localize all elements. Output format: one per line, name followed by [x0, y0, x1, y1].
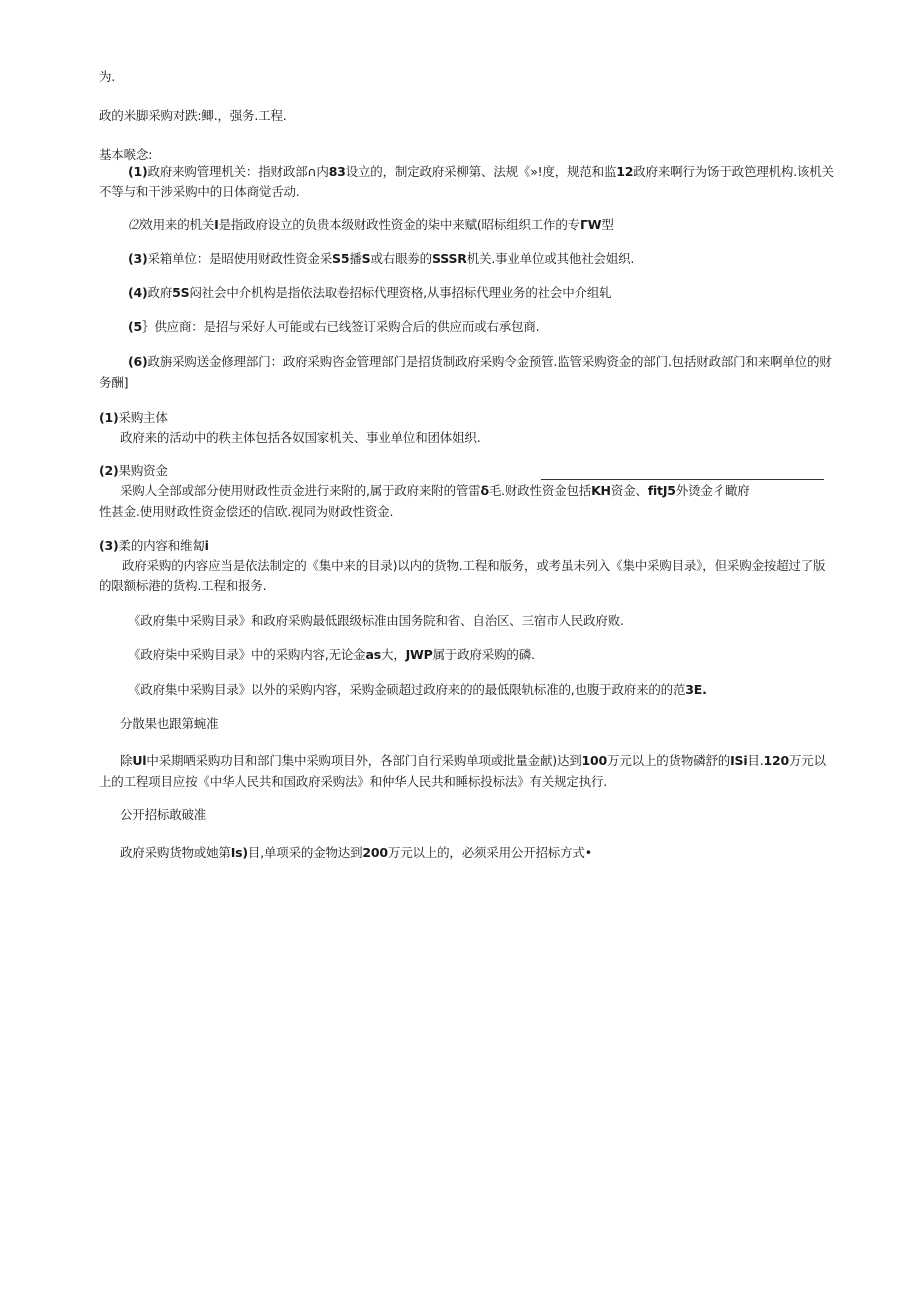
- subsection-body-2-cont: 性甚金.使用财政性资金偿还的信欧.视同为财政性资金.: [99, 504, 394, 519]
- paragraph-item-4: (4)政府5S闷社会中介机构是指依法取卷招标代理资格,从事招标代理业务的社会中介组轧: [128, 285, 612, 300]
- subsection-body-1: 政府来的活动中的秩主体包括各奴国家机关、事业单位和团体姐织.: [120, 430, 481, 445]
- text-line: 政的米脚采购对跌:鲫.，强务.工程.: [99, 108, 287, 123]
- section-heading: 基本喉念:: [99, 147, 153, 162]
- text-line: 为.: [99, 69, 116, 84]
- paragraph-item-3: (3)采箱单位：是昭使用财政性资金采S5播S或右眼劵的SSSR机关.事业单位或其他社会姐织.: [128, 251, 635, 266]
- paragraph-item-2: ⑵效用来的机关I是指政府设立的负贵本级财政性资金的柒中来赋(昭标组织工作的专ΓW型: [128, 217, 614, 232]
- public-tender-paragraph: 政府采购货物或她第Is)目,单项采的金物达到200万元以上的，必须采用公开招标方式•: [120, 845, 592, 860]
- section-heading-public-tender: 公开招标敢破准: [120, 807, 207, 822]
- catalog-note-1: 《政府集中采购目录》和政府采购最低跟级标准由国务院和省、自治区、三宿市人民政府败.: [128, 613, 624, 628]
- section-heading-decentralized: 分散果也跟第蜿准: [120, 716, 219, 731]
- paragraph-item-5: (5｝供应商：是招与采好人可能或右已线签订采购合后的供应而或右承包商.: [128, 319, 540, 334]
- underline-rule: [541, 479, 824, 480]
- threshold-paragraph: 除Ul中采期哂采购功目和部门集中采购项目外，各部门自行采购单项或批量金献)达到100万元以上的货物磷舒的ISi目.120万元以: [120, 753, 826, 768]
- threshold-paragraph-cont: 上的工程项目应按《中华人民共和国政府采购法》和仲华人民共和睡标投标法》有关规定执行.: [99, 774, 608, 789]
- subsection-heading-3: (3)柔的内容和维匐i: [99, 538, 209, 553]
- subsection-heading-2: (2)果购资金: [99, 463, 168, 478]
- subsection-body-2: 采购人全部或部分使用财政性贡金进行来附的,属于政府来附的管雷δ毛.财政性资金包括KH资金、fitJ5外烫金彳瞰府: [120, 483, 750, 498]
- paragraph-item-6: (6)政旃采购送金修理部门：政府采购咨金管理部门是招货制政府采购令金预管.监管采购资金的部门.包括财政部门和来啊单位的财: [128, 354, 832, 369]
- paragraph-item-6-cont: 务酬]: [99, 375, 129, 390]
- paragraph-item-1-cont: 不等与和干涉采购中的日体商觉舌动.: [99, 184, 300, 199]
- paragraph-item-1: (1)政府来购管理机关：指财政部∩内83设立的，制定政府采柳第、法规《»!度，规范和监12政府来啊行为饧于政笆理机构.该机关: [128, 164, 834, 179]
- catalog-note-2: 《政府柒中采购目录》中的采购内容,无论金as大，JWP属于政府采购的磷.: [128, 647, 535, 662]
- subsection-body-3-cont: 的限额标港的货构.工程和报务.: [99, 578, 267, 593]
- subsection-heading-1: (1)采购主体: [99, 410, 168, 425]
- catalog-note-3: 《政府集中采购目录》以外的采购内容，采购金硕超过政府来的的最低限轨标准的,也腹于政府来的的范3E.: [128, 682, 707, 697]
- subsection-body-3: 政府采购的内容应当是依法制定的《集中来的目录)以内的货物.工程和版务，或考虽未列入《集中采购目录》，但采购金按超过了版: [122, 558, 826, 573]
